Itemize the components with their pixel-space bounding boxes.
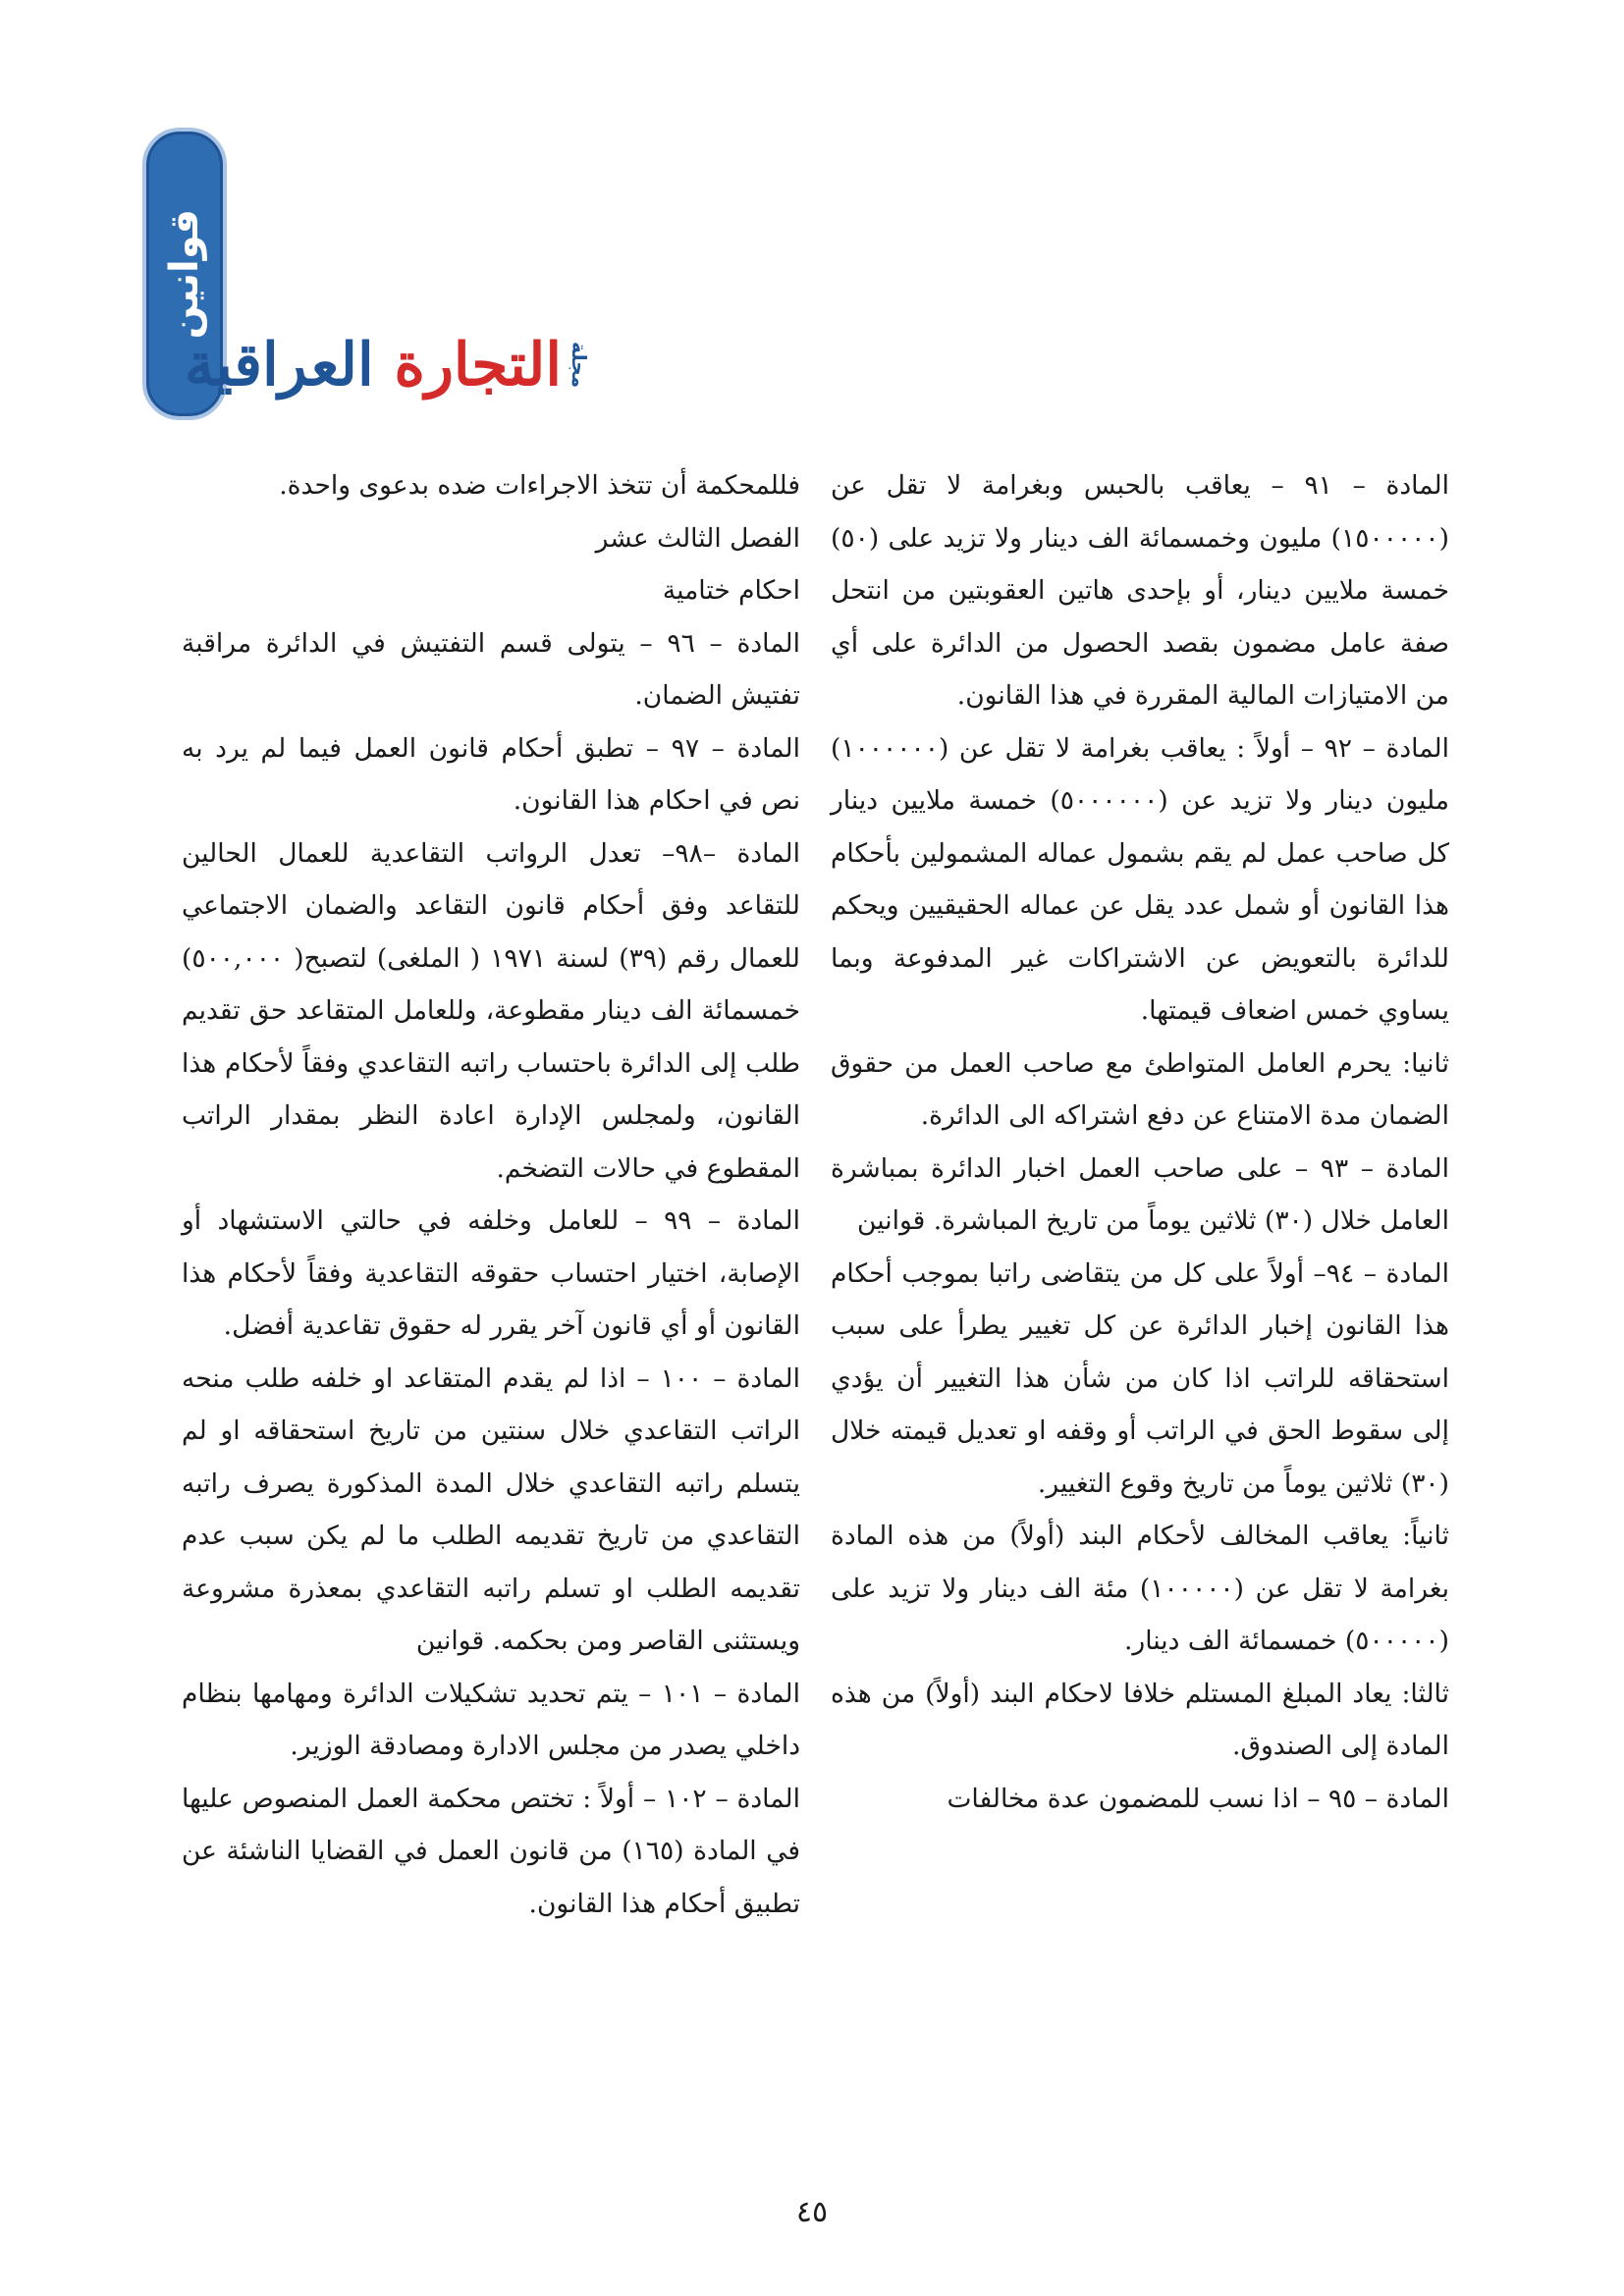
paragraph: ثالثا: يعاد المبلغ المستلم خلافا لاحكام البند (أولاً) من هذه المادة إلى الصندوق. [831,1678,1449,1761]
logo-title-part1: التجارة [394,331,562,400]
column-left [182,459,800,1930]
section-heading: احكام ختامية [662,575,800,606]
paragraph: ثانياً: يعاقب المخالف لأحكام البند (أولاً) من هذه المادة بغرامة لا تقل عن (١٠٠٠٠٠) مئة الف دينار ولا تزيد على (٥٠٠٠٠٠) خمسمائة الف دينار. [831,1521,1449,1656]
section-tab-label: قوانين [162,208,207,340]
paragraph: المادة – ٩٣ – على صاحب العمل اخبار الدائرة بمباشرة العامل خلال (٣٠) ثلاثين يوماً من تاريخ المباشرة. قوانين [831,1152,1449,1236]
page-number: ٤٥ [795,2195,829,2229]
paragraph: المادة – ٩٦ – يتولى قسم التفتيش في الدائرة مراقبة تفتيش الضمان. [182,627,800,711]
logo-small-label: مجلة [568,342,591,389]
paragraph: المادة – ١٠٠ – اذا لم يقدم المتقاعد او خلفه طلب منحه الراتب التقاعدي خلال سنتين من تاريخ استحقاقه او لم يتسلم راتبه التقاعدي خلال المدة المذكورة يصرف راتبه التقاعدي من تاريخ تقديمه الطلب ما لم يكن سبب عدم تقديمه الطلب او تسلم راتبه التقاعدي بمعذرة مشروعة ويستثنى القاصر ومن بحكمه. قوانين [182,1362,800,1656]
paragraph: المادة – ١٠٢ – أولاً : تختص محكمة العمل المنصوص عليها في المادة (١٦٥) من قانون العمل في القضايا الناشئة عن تطبيق أحكام هذا القانون. [182,1783,800,1919]
paragraph: المادة – ٩١ – يعاقب بالحبس وبغرامة لا تقل عن (١٥٠٠٠٠٠) مليون وخمسمائة الف دينار ولا تزيد على (٥٠) خمسة ملايين دينار، أو بإحدى هاتين العقوبتين من انتحل صفة عامل مضمون بقصد الحصول من الدائرة على أي من الامتيازات المالية المقررة في هذا القانون. [831,470,1449,711]
paragraph: ثانيا: يحرم العامل المتواطئ مع صاحب العمل من حقوق الضمان مدة الامتناع عن دفع اشتراكه الى الدائرة. [831,1047,1449,1131]
paragraph: المادة – ٩٩ – للعامل وخلفه في حالتي الاستشهاد أو الإصابة، اختيار احتساب حقوقه التقاعدية وفقاً لأحكام هذا القانون أو أي قانون آخر يقرر له حقوق تقاعدية أفضل. [182,1205,800,1341]
logo-title [185,331,562,400]
paragraph: المادة – ٩٥ – اذا نسب للمضمون عدة مخالفات [947,1783,1449,1814]
paragraph: المادة – ١٠١ – يتم تحديد تشكيلات الدائرة ومهامها بنظام داخلي يصدر من مجلس الادارة ومصادقة الوزير. [182,1678,800,1761]
paragraph: فللمحكمة أن تتخذ الاجراءات ضده بدعوى واحدة. [279,470,800,501]
paragraph: المادة – ٩٢ – أولاً : يعاقب بغرامة لا تقل عن (١٠٠٠٠٠٠) مليون دينار ولا تزيد عن (٥٠٠٠٠٠٠) خمسة ملايين دينار كل صاحب عمل لم يقم بشمول عماله المشمولين بأحكام هذا القانون أو شمل عدد يقل عن عماله الحقيقيين ويحكم للدائرة بالتعويض عن الاشتراكات غير المدفوعة وبما يساوي خمس اضعاف قيمتها. [831,732,1449,1026]
logo-title-part2: العراقية [184,331,374,400]
chapter-heading: الفصل الثالث عشر [595,522,800,554]
paragraph: المادة – ٩٤– أولاً على كل من يتقاضى راتبا بموجب أحكام هذا القانون إخبار الدائرة عن كل تغيير يطرأ على سبب استحقاقه للراتب اذا كان من شأن هذا التغيير أن يؤدي إلى سقوط الحق في الراتب أو وقفه او تعديل قيمته خلال (٣٠) ثلاثين يوماً من تاريخ وقوع التغيير. [831,1257,1449,1499]
column-right [831,459,1449,1825]
paragraph: المادة – ٩٧ – تطبق أحكام قانون العمل فيما لم يرد به نص في احكام هذا القانون. [182,732,800,816]
paragraph: المادة –٩٨– تعدل الرواتب التقاعدية للعمال الحالين للتقاعد وفق أحكام قانون التقاعد والضمان الاجتماعي للعمال رقم (٣٩) لسنة ١٩٧١ ( الملغى) لتصبح( ٥٠٠,٠٠٠) خمسمائة الف دينار مقطوعة، وللعامل المتقاعد حق تقديم طلب إلى الدائرة باحتساب راتبه التقاعدي وفقاً لأحكام هذا القانون، ولمجلس الإدارة اعادة النظر بمقدار الراتب المقطوع في حالات التضخم. [182,837,800,1184]
magazine-logo [184,316,591,414]
